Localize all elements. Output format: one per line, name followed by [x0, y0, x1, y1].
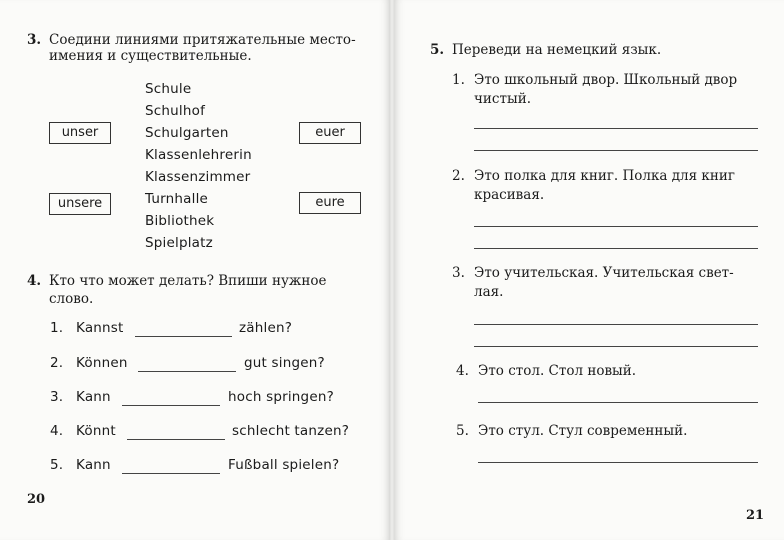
box-euer: euer: [299, 122, 361, 144]
ex5-item-num: 1.: [452, 72, 465, 88]
ex4-item-end: Fußball spielen?: [228, 457, 340, 473]
ex5-item-line2: чистый.: [474, 91, 531, 107]
box-unsere: unsere: [49, 193, 111, 215]
ex4-item-num: 3.: [50, 389, 64, 405]
ex4-item-start: Kannst: [76, 320, 124, 336]
ex5-item-line1: Это стул. Стул современный.: [478, 423, 688, 439]
ex5-item-line2: красивая.: [474, 187, 545, 203]
noun-word: Spielplatz: [145, 235, 213, 251]
answer-line[interactable]: [474, 226, 758, 227]
ex5-item-line1: Это стол. Стол новый.: [478, 363, 637, 379]
ex4-instruction-line2: слово.: [49, 291, 94, 307]
ex4-instruction-line1: Кто что может делать? Впиши нужное: [49, 273, 327, 289]
page-number-left: 20: [27, 492, 46, 507]
noun-word: Schule: [145, 81, 192, 97]
ex5-item-num: 5.: [456, 423, 469, 439]
ex4-item-end: hoch springen?: [228, 389, 334, 405]
ex5-item-num: 2.: [452, 168, 465, 184]
ex4-number: 4.: [27, 273, 42, 289]
ex5-number: 5.: [430, 42, 445, 58]
page-number-right: 21: [746, 508, 765, 523]
answer-blank[interactable]: [138, 371, 236, 372]
answer-line[interactable]: [478, 462, 758, 463]
ex5-item-line1: Это полка для книг. Полка для книг: [474, 168, 735, 184]
ex3-instruction-line2: имения и существительные.: [49, 48, 252, 64]
ex4-item-num: 5.: [50, 457, 64, 473]
noun-word: Turnhalle: [145, 191, 209, 207]
ex5-item-num: 3.: [452, 265, 465, 281]
ex4-item-end: schlecht tanzen?: [232, 423, 350, 439]
answer-blank[interactable]: [122, 473, 220, 474]
ex4-item-start: Könnt: [76, 423, 116, 439]
ex5-item-line1: Это учительская. Учительская свет-: [474, 265, 734, 281]
right-page: [394, 0, 784, 540]
noun-word: Schulhof: [145, 103, 206, 119]
left-page: [0, 0, 390, 540]
answer-line[interactable]: [474, 128, 758, 129]
ex5-item-line2: лая.: [474, 284, 504, 300]
answer-line[interactable]: [474, 150, 758, 151]
answer-blank[interactable]: [135, 336, 232, 337]
box-unser: unser: [49, 122, 111, 144]
ex3-number: 3.: [27, 32, 42, 48]
noun-word: Schulgarten: [145, 125, 229, 141]
ex4-item-end: gut singen?: [244, 355, 325, 371]
ex4-item-end: zählen?: [239, 320, 293, 336]
box-eure: eure: [299, 192, 361, 214]
answer-blank[interactable]: [122, 405, 220, 406]
ex4-item-num: 2.: [50, 355, 64, 371]
ex5-title: Переведи на немецкий язык.: [452, 42, 662, 58]
noun-word: Klassenzimmer: [145, 169, 251, 185]
ex4-item-start: Können: [76, 355, 128, 371]
answer-line[interactable]: [474, 248, 758, 249]
ex5-item-num: 4.: [456, 363, 469, 379]
ex4-item-start: Kann: [76, 457, 111, 473]
ex3-instruction-line1: Соедини линиями притяжательные место-: [49, 32, 356, 48]
ex4-item-num: 4.: [50, 423, 64, 439]
answer-line[interactable]: [478, 402, 758, 403]
answer-line[interactable]: [474, 346, 758, 347]
ex4-item-start: Kann: [76, 389, 111, 405]
noun-word: Klassenlehrerin: [145, 147, 252, 163]
ex5-item-line1: Это школьный двор. Школьный двор: [474, 72, 738, 88]
answer-blank[interactable]: [127, 439, 225, 440]
noun-word: Bibliothek: [145, 213, 215, 229]
answer-line[interactable]: [474, 324, 758, 325]
ex4-item-num: 1.: [50, 320, 64, 336]
